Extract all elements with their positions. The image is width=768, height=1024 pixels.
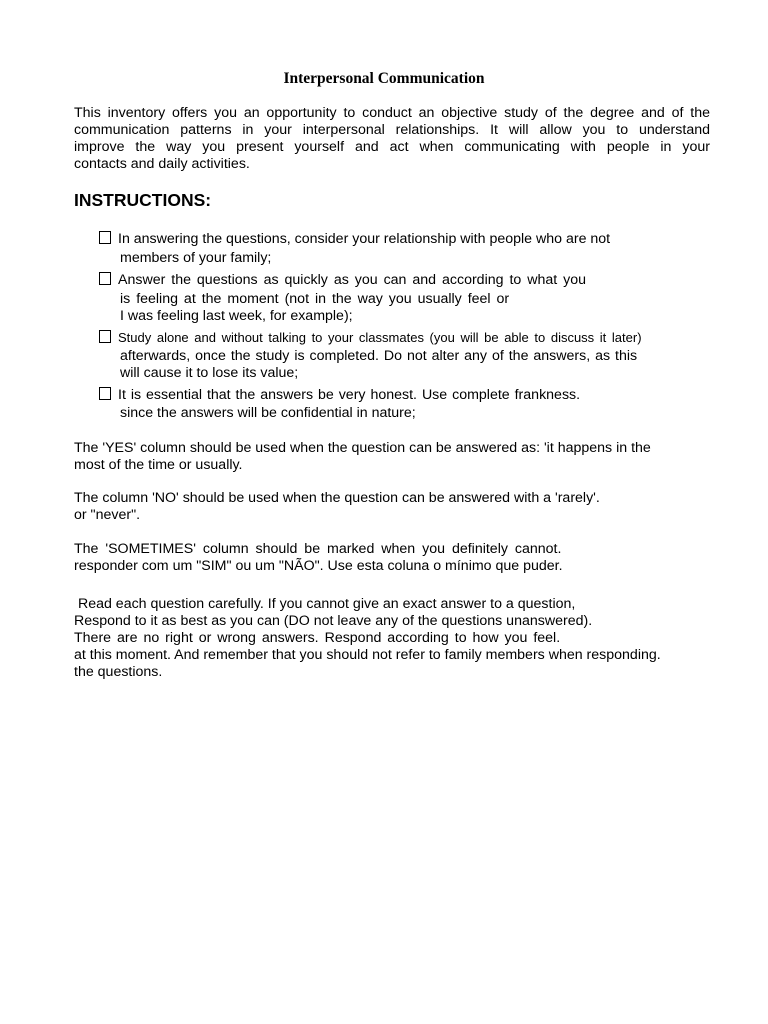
closing-paragraph-line: Read each question carefully. If you cannot give an exact answer to a question,: [74, 596, 576, 612]
yes-paragraph-line: The 'YES' column should be used when the question can be answered as: 'it happens in the: [74, 440, 651, 456]
instruction-bullet: [99, 272, 710, 289]
intro-line: contacts and daily activities.: [74, 156, 250, 172]
bullet-continuation: afterwards, once the study is completed. Do not alter any of the answers, as this: [120, 348, 638, 364]
checkbox-icon: [99, 272, 111, 285]
instructions-heading: INSTRUCTIONS:: [74, 190, 212, 210]
document-title: Interpersonal Communication: [283, 70, 485, 87]
no-paragraph-line: The column 'NO' should be used when the question can be answered with a 'rarely'.: [74, 490, 600, 506]
checkbox-icon: [99, 231, 111, 244]
closing-paragraph-line: Respond to it as best as you can (DO not leave any of the questions unanswered).: [74, 613, 593, 629]
bullet-text: Answer the questions as quickly as you can and according to what you: [118, 272, 587, 288]
bullet-text: In answering the questions, consider your relationship with people who are not: [118, 231, 611, 247]
sometimes-paragraph-line: The 'SOMETIMES' column should be marked when you definitely cannot.: [74, 541, 562, 557]
no-paragraph-line: or "never".: [74, 507, 141, 523]
closing-paragraph-line: There are no right or wrong answers. Respond according to how you feel.: [74, 630, 561, 646]
checkbox-icon: [99, 330, 111, 343]
instruction-bullet: [99, 329, 710, 346]
bullet-continuation: members of your family;: [120, 250, 272, 266]
bullet-continuation: will cause it to lose its value;: [120, 365, 299, 381]
bullet-continuation: I was feeling last week, for example);: [120, 308, 353, 324]
intro-line: communication patterns in your interpersonal relationships. It will allow you to understand: [74, 122, 710, 138]
bullet-text: Study alone and without talking to your classmates (you will be able to discuss it later): [118, 330, 642, 345]
closing-paragraph-line: at this moment. And remember that you should not refer to family members when responding.: [74, 647, 661, 663]
checkbox-icon: [99, 387, 111, 400]
sometimes-paragraph-line: responder com um "SIM" ou um "NÃO". Use esta coluna o mínimo que puder.: [74, 558, 563, 574]
bullet-continuation: is feeling at the moment (not in the way you usually feel or: [120, 291, 510, 307]
closing-paragraph-line: the questions.: [74, 664, 163, 680]
bullet-text: It is essential that the answers be very honest. Use complete frankness.: [118, 387, 581, 403]
intro-line: improve the way you present yourself and act when communicating with people in your: [74, 139, 710, 155]
bullet-continuation: since the answers will be confidential in nature;: [120, 405, 416, 421]
intro-line: This inventory offers you an opportunity to conduct an objective study of the degree and of the: [74, 105, 710, 121]
yes-paragraph-line: most of the time or usually.: [74, 457, 243, 473]
instruction-bullet: [99, 231, 710, 248]
instruction-bullet: [99, 387, 710, 404]
